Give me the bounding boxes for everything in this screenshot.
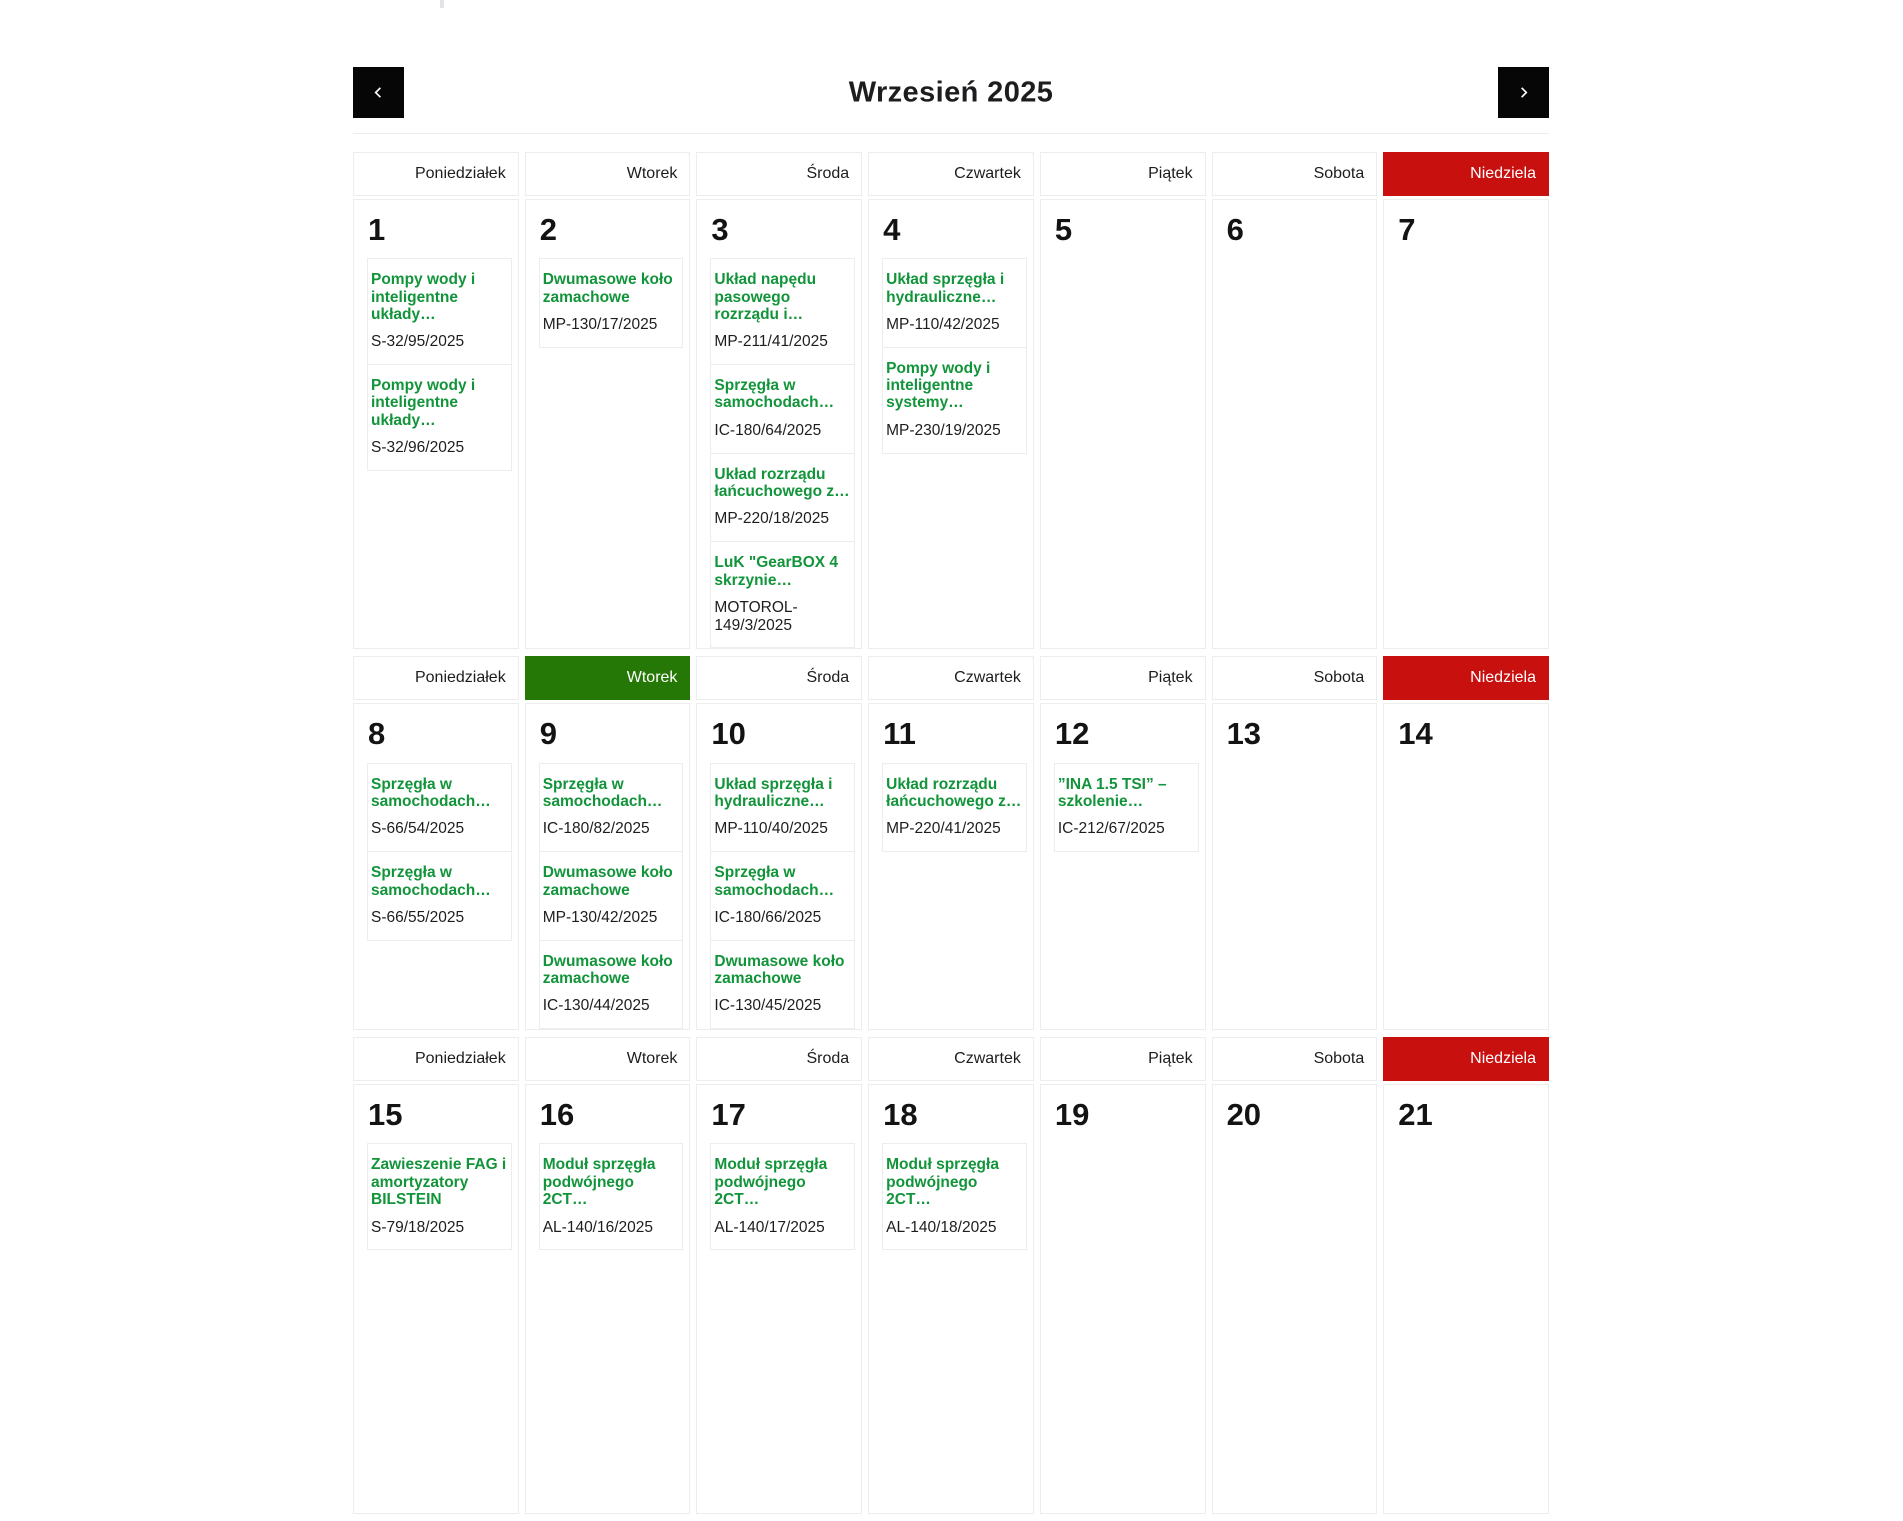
day-number: 18 (883, 1097, 918, 1133)
week-block (353, 152, 1549, 649)
day-headers-row (353, 656, 1549, 700)
event-item[interactable] (1054, 763, 1199, 853)
day-cell-13 (1212, 703, 1378, 1030)
event-title: Układ sprzęgła i hydrauliczne… (886, 271, 1005, 306)
day-cell-17 (696, 1084, 862, 1514)
next-month-button[interactable] (1498, 67, 1549, 118)
events-list (710, 1143, 855, 1250)
event-item[interactable] (710, 940, 855, 1030)
day-header (868, 656, 1034, 700)
event-title: Sprzęgła w samochodach… (714, 864, 835, 899)
day-header (1212, 1037, 1378, 1081)
event-code: MP-220/41/2025 (886, 820, 1001, 838)
event-code: AL-140/17/2025 (714, 1218, 825, 1236)
day-header (353, 656, 519, 700)
event-code: MP-110/40/2025 (714, 820, 828, 838)
day-name-label: Sobota (1313, 669, 1365, 687)
day-header (868, 1037, 1034, 1081)
day-cell-5 (1040, 199, 1206, 649)
event-item[interactable] (367, 763, 512, 853)
event-code: IC-180/82/2025 (542, 820, 650, 838)
event-code: S-32/96/2025 (371, 439, 465, 457)
event-item[interactable] (367, 364, 512, 471)
day-number: 5 (1054, 212, 1073, 247)
day-cell-14 (1383, 703, 1549, 1030)
day-name-label: Niedziela (1470, 165, 1536, 182)
day-number: 6 (1226, 212, 1244, 247)
event-item[interactable] (539, 851, 684, 941)
day-headers-row (353, 152, 1549, 196)
day-name-label: Środa (806, 165, 850, 182)
event-title: Sprzęgła w samochodach… (371, 864, 491, 899)
event-item[interactable] (710, 258, 855, 365)
events-list (710, 258, 855, 648)
event-title: Sprzęgła w samochodach… (371, 775, 491, 811)
event-item[interactable] (882, 1143, 1027, 1250)
event-title: Sprzęgła w samochodach… (714, 377, 835, 412)
day-name-label: Wtorek (626, 1050, 678, 1068)
day-cell-9 (525, 703, 691, 1030)
day-cell-11 (868, 703, 1034, 1030)
event-code: S-66/55/2025 (371, 908, 465, 926)
day-number: 10 (711, 716, 746, 752)
event-code: S-32/95/2025 (371, 333, 465, 351)
events-list (539, 763, 684, 1030)
event-item[interactable] (882, 347, 1027, 454)
event-item[interactable] (539, 258, 684, 348)
day-number: 8 (368, 716, 386, 752)
event-item[interactable] (710, 453, 855, 543)
top-divider-stub (440, 0, 444, 8)
event-code: MP-220/18/2025 (714, 510, 830, 528)
event-title: Moduł sprzęgła podwójnego 2CT… (542, 1156, 656, 1209)
event-code: MP-130/42/2025 (542, 908, 658, 926)
event-item[interactable] (710, 763, 855, 853)
event-code: AL-140/18/2025 (886, 1218, 997, 1236)
day-header (868, 152, 1034, 196)
day-cell-21 (1383, 1084, 1549, 1514)
day-name-label: Czwartek (954, 165, 1021, 182)
day-name-label: Sobota (1313, 1050, 1365, 1068)
day-number: 2 (539, 212, 557, 247)
events-list (367, 763, 512, 941)
day-header (1212, 656, 1378, 700)
day-header (353, 1037, 519, 1081)
event-title: Układ napędu pasowego rozrządu i… (714, 271, 817, 323)
day-cell-20 (1212, 1084, 1378, 1514)
event-title: Układ sprzęgła i hydrauliczne… (714, 775, 833, 811)
day-name-label: Czwartek (954, 669, 1021, 687)
event-item[interactable] (539, 1143, 684, 1250)
day-number: 11 (883, 716, 916, 752)
day-cell-12 (1040, 703, 1206, 1030)
day-header (1040, 656, 1206, 700)
event-item[interactable] (882, 763, 1027, 853)
event-code: MP-211/41/2025 (714, 333, 828, 351)
day-name-label: Niedziela (1470, 1050, 1536, 1068)
event-item[interactable] (710, 364, 855, 454)
event-item[interactable] (367, 851, 512, 941)
day-name-label: Piątek (1148, 1050, 1193, 1068)
event-code: S-79/18/2025 (371, 1218, 465, 1236)
event-code: IC-130/45/2025 (714, 997, 822, 1015)
day-name-label: Poniedziałek (414, 165, 506, 182)
chevron-left-icon (371, 85, 386, 100)
event-code: AL-140/16/2025 (542, 1218, 654, 1236)
event-code: IC-130/44/2025 (542, 997, 650, 1015)
event-item[interactable] (539, 940, 684, 1030)
day-header (353, 152, 519, 196)
day-number: 19 (1054, 1097, 1090, 1133)
events-list (882, 763, 1027, 853)
day-headers-row (353, 1037, 1549, 1081)
event-code: S-66/54/2025 (371, 820, 465, 838)
event-title: Moduł sprzęgła podwójnego 2CT… (886, 1156, 999, 1209)
day-name-label: Niedziela (1470, 669, 1536, 687)
day-cell-18 (868, 1084, 1034, 1514)
day-header-sunday (1383, 1037, 1549, 1081)
event-code: IC-212/67/2025 (1057, 820, 1165, 838)
events-list (367, 258, 512, 471)
event-title: ”INA 1.5 TSI” – szkolenie… (1057, 775, 1167, 811)
day-name-label: Środa (806, 1050, 850, 1068)
event-title: Zawieszenie FAG i amortyzatory BILSTEIN (371, 1156, 507, 1209)
day-cell-15 (353, 1084, 519, 1514)
day-header-today (525, 656, 691, 700)
event-title: Dwumasowe koło zamachowe (542, 271, 673, 306)
day-number: 3 (711, 212, 729, 247)
day-number: 7 (1398, 212, 1416, 247)
event-item[interactable] (882, 258, 1027, 348)
day-header-sunday (1383, 152, 1549, 196)
day-cell-10 (696, 703, 862, 1030)
events-list (710, 763, 855, 1030)
day-cell-8 (353, 703, 519, 1030)
day-name-label: Piątek (1148, 669, 1193, 687)
day-cell-16 (525, 1084, 691, 1514)
event-item[interactable] (710, 851, 855, 941)
day-header (525, 152, 691, 196)
day-cells-row (353, 199, 1549, 649)
event-code: IC-180/64/2025 (714, 421, 822, 439)
day-number: 15 (368, 1097, 403, 1133)
day-number: 14 (1398, 716, 1433, 752)
day-name-label: Piątek (1148, 165, 1193, 182)
event-title: Układ rozrządu łańcuchowego z… (886, 775, 1022, 811)
day-cell-6 (1212, 199, 1378, 649)
day-name-label: Wtorek (626, 669, 678, 687)
day-number: 1 (368, 212, 386, 247)
event-title: Dwumasowe koło zamachowe (542, 952, 673, 988)
event-item[interactable] (367, 258, 512, 365)
event-code: MP-110/42/2025 (886, 315, 1000, 333)
day-cells-row (353, 1084, 1549, 1514)
event-item[interactable] (710, 541, 855, 648)
day-number: 13 (1226, 716, 1262, 752)
event-item[interactable] (710, 1143, 855, 1250)
events-list (1054, 763, 1199, 853)
day-header (696, 152, 862, 196)
event-title: Sprzęgła w samochodach… (542, 775, 663, 811)
event-code: MOTOROL-149/3/2025 (714, 598, 798, 634)
events-list (882, 1143, 1027, 1250)
week-block (353, 1037, 1549, 1514)
event-title: Moduł sprzęgła podwójnego 2CT… (714, 1156, 828, 1209)
event-code: IC-180/66/2025 (714, 908, 822, 926)
day-cell-4 (868, 199, 1034, 649)
event-code: MP-230/19/2025 (886, 421, 1001, 439)
event-title: Pompy wody i inteligentne układy… (371, 271, 476, 323)
day-header-sunday (1383, 656, 1549, 700)
day-name-label: Sobota (1313, 165, 1365, 182)
week-block (353, 656, 1549, 1030)
event-item[interactable] (367, 1143, 512, 1250)
event-title: Układ rozrządu łańcuchowego z… (714, 465, 850, 500)
day-number: 12 (1054, 716, 1090, 752)
day-number: 4 (883, 212, 901, 247)
event-title: Pompy wody i inteligentne układy… (371, 377, 476, 429)
day-name-label: Czwartek (954, 1050, 1021, 1068)
event-title: Dwumasowe koło zamachowe (714, 952, 845, 988)
event-item[interactable] (539, 763, 684, 853)
day-header (1040, 152, 1206, 196)
day-header (525, 1037, 691, 1081)
day-cell-1 (353, 199, 519, 649)
day-name-label: Wtorek (626, 165, 678, 182)
calendar-grid (353, 152, 1549, 1514)
event-code: MP-130/17/2025 (542, 315, 658, 333)
event-title: Dwumasowe koło zamachowe (542, 864, 673, 899)
calendar-title: Wrzesień 2025 (848, 76, 1054, 108)
events-list (367, 1143, 512, 1250)
events-list (539, 258, 684, 348)
day-header (1040, 1037, 1206, 1081)
day-number: 9 (539, 716, 557, 752)
day-cell-7 (1383, 199, 1549, 649)
day-name-label: Poniedziałek (414, 1050, 506, 1068)
calendar-header (353, 67, 1549, 118)
events-list (539, 1143, 684, 1250)
prev-month-button[interactable] (353, 67, 404, 118)
day-number: 20 (1226, 1097, 1262, 1133)
day-header (696, 1037, 862, 1081)
day-number: 21 (1398, 1097, 1433, 1133)
day-number: 17 (711, 1097, 746, 1133)
event-title: Pompy wody i inteligentne systemy… (886, 359, 991, 412)
day-number: 16 (539, 1097, 575, 1133)
day-cells-row (353, 703, 1549, 1030)
day-header (1212, 152, 1378, 196)
day-cell-3 (696, 199, 862, 649)
day-header (696, 656, 862, 700)
day-cell-2 (525, 199, 691, 649)
chevron-right-icon (1516, 85, 1531, 100)
day-cell-19 (1040, 1084, 1206, 1514)
event-title: LuK "GearBOX 4 skrzynie… (714, 554, 839, 589)
day-name-label: Środa (806, 669, 850, 687)
day-name-label: Poniedziałek (414, 669, 506, 687)
events-list (882, 258, 1027, 453)
header-divider (353, 133, 1549, 134)
month-calendar (353, 67, 1549, 1521)
